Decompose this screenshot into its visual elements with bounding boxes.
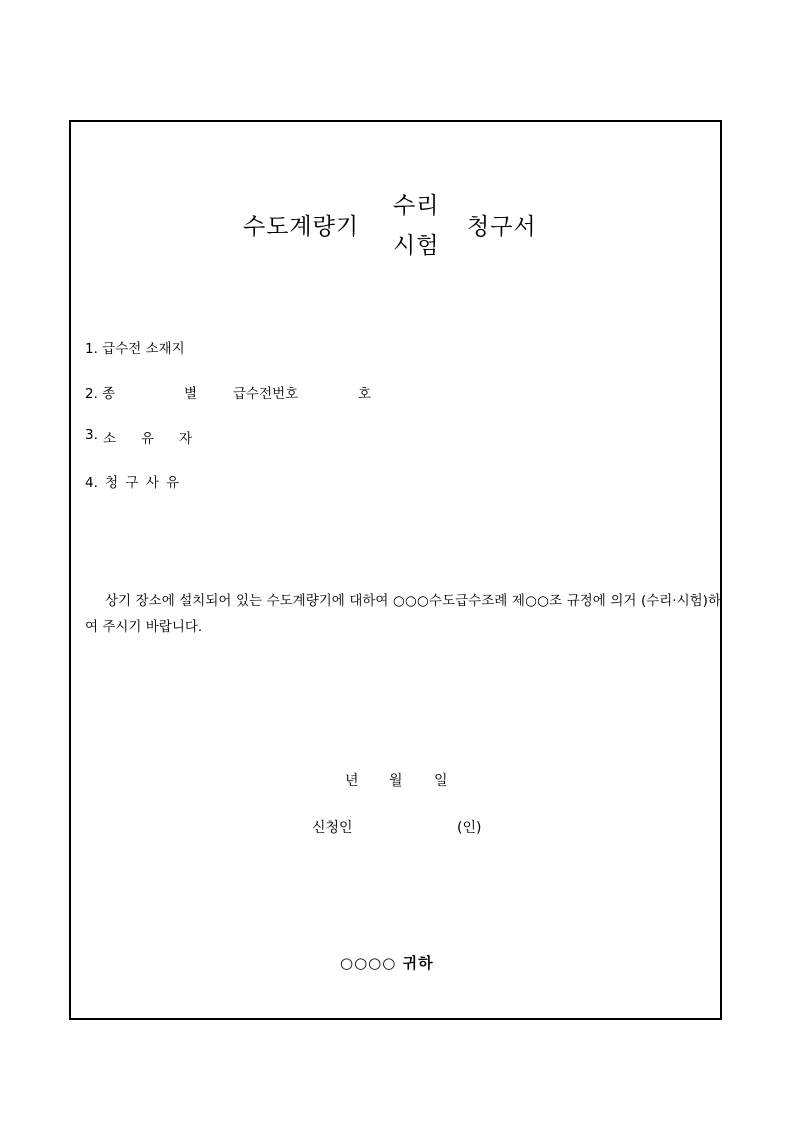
item-reason-label: 4. 청 구 사 유: [85, 475, 180, 491]
item-owner-number: 3.: [85, 427, 98, 443]
title-option-repair: 수리: [393, 193, 440, 219]
item-tap-number-unit: 호: [358, 386, 372, 402]
item-owner-char2: 유: [141, 431, 155, 447]
applicant-seal: (인): [457, 820, 482, 836]
title-option-test: 시험: [393, 233, 440, 259]
request-statement: 상기 장소에 설치되어 있는 수도계량기에 대하여 ○○○수도급수조례 제○○조 규정에 의거 (수리·시험)하여 주시기 바랍니다.: [85, 593, 721, 635]
item-type-byeol: 별: [184, 386, 198, 402]
applicant-label: 신청인: [312, 820, 353, 836]
title-suffix: 청구서: [467, 214, 537, 240]
date-month: 월: [389, 773, 403, 789]
item-owner-char3: 자: [179, 431, 193, 447]
item-tap-number-label: 급수전번호: [233, 386, 299, 402]
title-main: 수도계량기: [243, 214, 360, 240]
date-year: 년: [345, 773, 359, 789]
addressee: ○○○○ 귀하: [340, 954, 434, 972]
item-type-label: 2. 종: [85, 386, 116, 402]
item-owner-char1: 소: [103, 431, 117, 447]
date-day: 일: [434, 773, 448, 789]
item-location-label: 1. 급수전 소재지: [85, 341, 185, 357]
